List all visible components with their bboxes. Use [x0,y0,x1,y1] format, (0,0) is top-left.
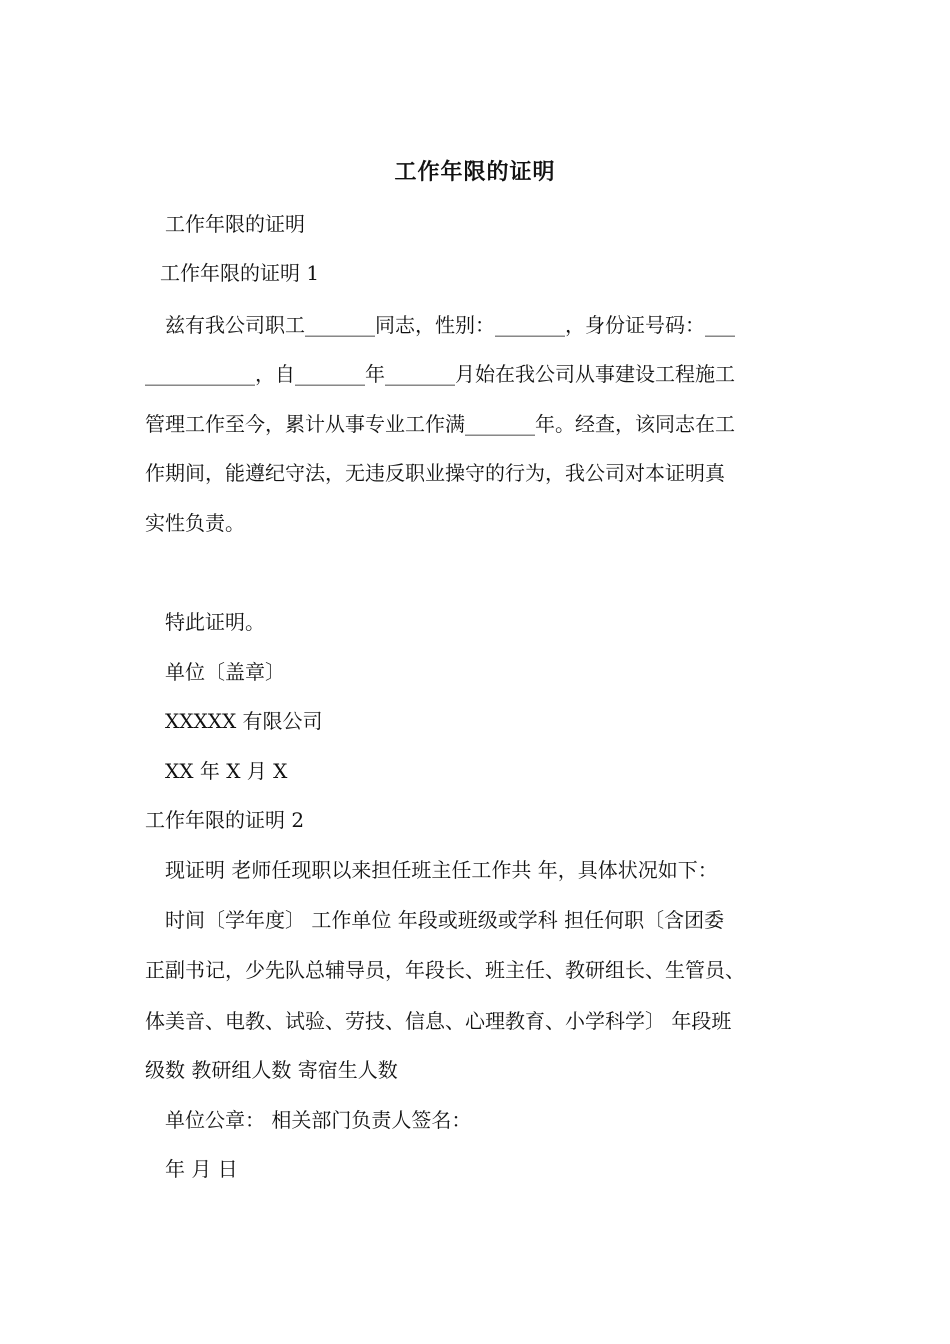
section2-table-line: 体美音、电教、试验、劳技、信息、心理教育、小学科学〕 年段班 [145,1009,732,1033]
section2-table-line: 级数 教研组人数 寄宿生人数 [145,1058,398,1082]
section2-table-line: 正副书记，少先队总辅导员，年段长、班主任、教研组长、生管员、 [145,958,745,982]
section1-unit-label: 单位〔盖章〕 [165,660,285,684]
section1-closing: 特此证明。 [165,610,265,634]
section1-body-line: 实性负责。 [145,511,245,535]
section1-body-line: 管理工作至今，累计从事专业工作满_______年。经查，该同志在工 [145,412,735,436]
section2-table-line: 时间〔学年度〕 工作单位 年段或班级或学科 担任何职〔含团委 [165,908,725,932]
document-subtitle: 工作年限的证明 [165,212,305,236]
section2-intro: 现证明 老师任现职以来担任班主任工作共 年，具体状况如下： [165,858,718,882]
section1-body-line: ___________，自_______年_______月始在我公司从事建设工程施工 [145,362,735,386]
section2-heading: 工作年限的证明 2 [145,808,305,832]
section1-body-line: 作期间，能遵纪守法，无违反职业操守的行为，我公司对本证明真 [145,461,725,485]
section1-body-line: 兹有我公司职工_______同志，性别：_______，身份证号码：___ [165,313,735,337]
section1-company: XXXXX 有限公司 [165,709,323,733]
section2-signature: 单位公章： 相关部门负责人签名： [165,1108,472,1132]
section1-heading: 工作年限的证明 1 [160,261,320,285]
document-title: 工作年限的证明 [394,159,556,185]
section2-date: 年 月 日 [165,1157,238,1181]
section1-date: XX 年 X 月 X [165,759,288,783]
